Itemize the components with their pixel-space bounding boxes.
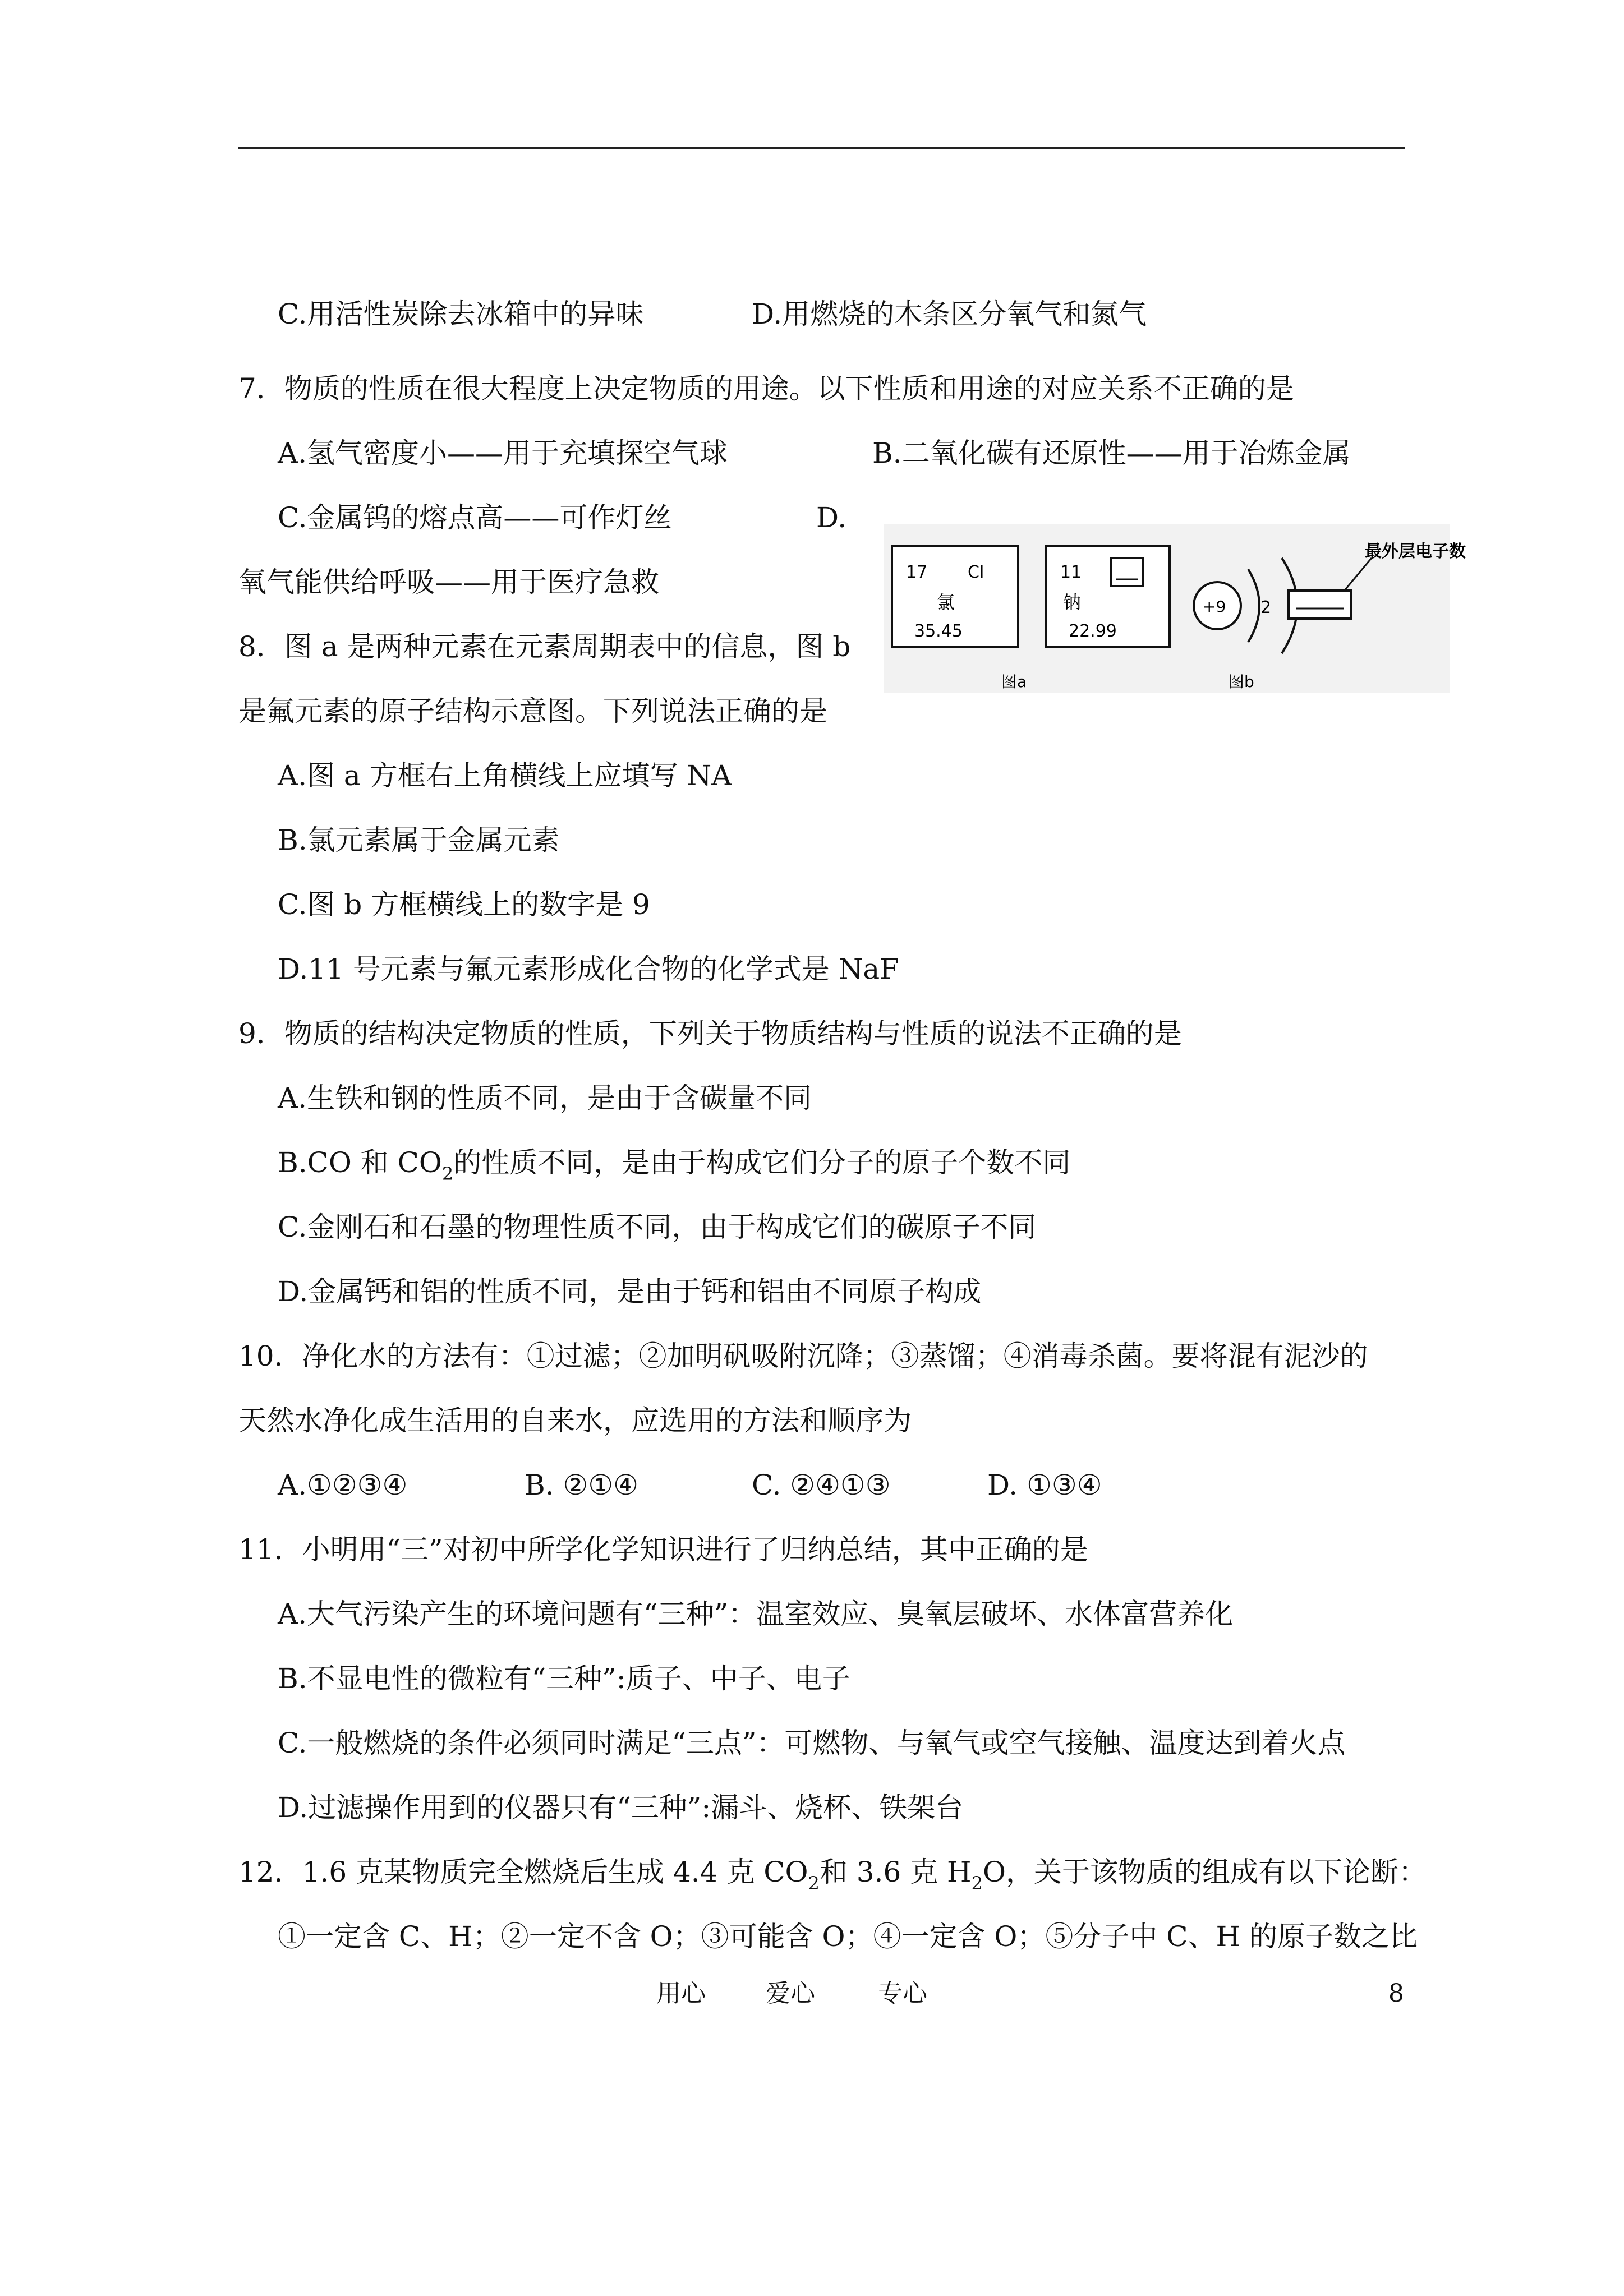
q11-option-d: D.过滤操作用到的仪器只有“三种”:漏斗、烧杯、铁架台	[278, 1791, 964, 1824]
header-rule	[238, 147, 1405, 149]
na-atomic-number: 11	[1060, 563, 1082, 582]
q9-stem: 9．物质的结构决定物质的性质，下列关于物质结构与性质的说法不正确的是	[238, 1017, 1182, 1050]
q10-stem-line1: 10．净化水的方法有：①过滤；②加明矾吸附沉降；③蒸馏；④消毒杀菌。要将混有泥沙的	[238, 1340, 1368, 1372]
q10-option-a: A.①②③④	[278, 1469, 408, 1501]
nucleus-charge: +9	[1203, 597, 1226, 616]
outer-electron-label: 最外层电子数	[1365, 542, 1466, 561]
q8-stem-line2: 是氟元素的原子结构示意图。下列说法正确的是	[238, 695, 827, 727]
q6-option-c: C.用活性炭除去冰箱中的异味	[278, 298, 644, 330]
q7-stem: 7．物质的性质在很大程度上决定物质的用途。以下性质和用途的对应关系不正确的是	[238, 372, 1294, 405]
footer-word-1: 用心	[656, 1979, 706, 2008]
q12-statements: ①一定含 C、H；②一定不含 O；③可能含 O；④一定含 O；⑤分子中 C、H 的原子数之比	[278, 1920, 1418, 1953]
q8-option-a: A.图 a 方框右上角横线上应填写 NA	[278, 759, 732, 792]
cl-symbol: Cl	[968, 563, 984, 582]
q9-option-a: A.生铁和钢的性质不同，是由于含碳量不同	[278, 1082, 812, 1114]
q9-option-d: D.金属钙和铝的性质不同，是由于钙和铝由不同原子构成	[278, 1275, 982, 1308]
q8-stem-line1: 8．图 a 是两种元素在元素周期表中的信息，图 b	[238, 630, 851, 663]
cl-atomic-number: 17	[906, 563, 928, 582]
q7-option-a: A.氢气密度小——用于充填探空气球	[278, 437, 728, 469]
element-figure	[884, 524, 1466, 693]
q7-option-b: B.二氧化碳有还原性——用于冶炼金属	[872, 437, 1351, 469]
q9-option-b: B.CO 和 $CO_2$的性质不同，是由于构成它们分子的原子个数不同	[278, 1146, 1071, 1184]
q11-stem: 11．小明用“三”对初中所学化学知识进行了归纳总结，其中正确的是	[238, 1533, 1088, 1566]
q11-option-a: A.大气污染产生的环境问题有“三种”：温室效应、臭氧层破坏、水体富营养化	[278, 1598, 1234, 1630]
q8-option-b: B.氯元素属于金属元素	[278, 824, 560, 856]
na-name: 钠	[1063, 592, 1082, 613]
q10-stem-line2: 天然水净化成生活用的自来水，应选用的方法和顺序为	[238, 1404, 912, 1437]
q10-option-c: C. ②④①③	[752, 1469, 891, 1501]
footer-word-2: 爱心	[766, 1979, 815, 2008]
q8-option-c: C.图 b 方框横线上的数字是 9	[278, 888, 650, 921]
footer-word-3: 专心	[878, 1979, 927, 2008]
page-number: 8	[1388, 1979, 1404, 2008]
caption-b: 图b	[1229, 672, 1254, 691]
q7-option-d-label: D.	[816, 501, 847, 534]
q9-option-c: C.金刚石和石墨的物理性质不同，由于构成它们的碳原子不同	[278, 1211, 1037, 1243]
q7-option-c: C.金属钨的熔点高——可作灯丝	[278, 501, 672, 534]
cl-name: 氯	[937, 592, 955, 613]
q12-stem: 12．1.6 克某物质完全燃烧后生成 4.4 克 $CO_2$和 3.6 克 $H_2O$，关于该物质的组成有以下论断：	[238, 1856, 1427, 1894]
q10-option-d: D. ①③④	[987, 1469, 1102, 1501]
q11-option-c: C.一般燃烧的条件必须同时满足“三点”：可燃物、与氧气或空气接触、温度达到着火点	[278, 1727, 1346, 1759]
q7-option-d-text: 氧气能供给呼吸——用于医疗急救	[238, 566, 659, 598]
q11-option-b: B.不显电性的微粒有“三种”:质子、中子、电子	[278, 1662, 850, 1695]
na-atomic-mass: 22.99	[1069, 621, 1117, 641]
q8-option-d: D.11 号元素与氟元素形成化合物的化学式是 NaF	[278, 953, 899, 985]
cl-atomic-mass: 35.45	[914, 621, 963, 641]
q10-option-b: B. ②①④	[525, 1469, 639, 1501]
caption-a: 图a	[1001, 672, 1027, 691]
inner-shell-electrons: 2	[1260, 598, 1272, 617]
q6-option-d: D.用燃烧的木条区分氧气和氮气	[752, 298, 1147, 330]
outer-electron-blank-box	[1289, 591, 1351, 619]
